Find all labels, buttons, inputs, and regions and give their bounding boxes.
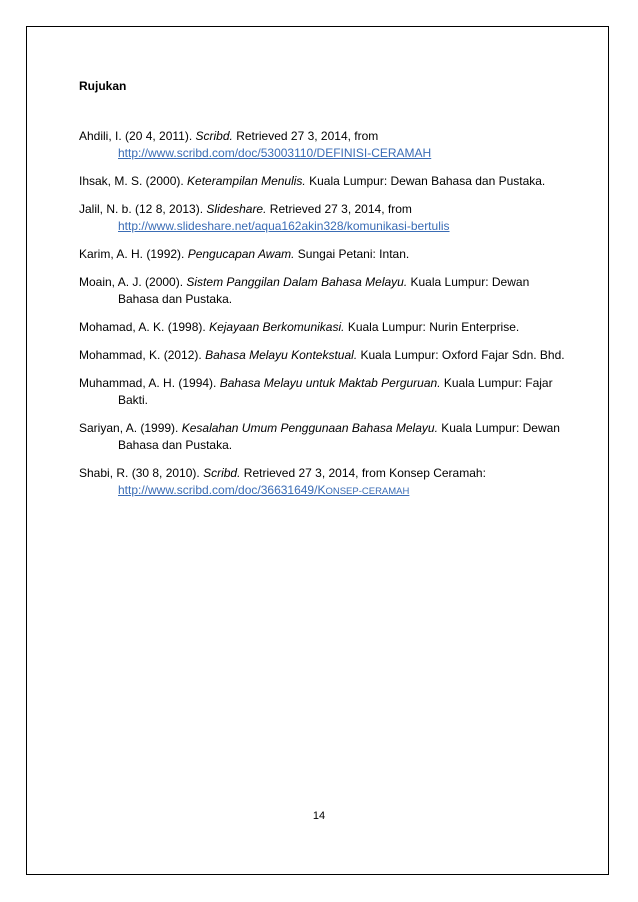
reference-author: Sariyan, A. (1999). [79,421,182,435]
reference-entry [79,274,569,308]
reference-title: Bahasa Melayu Kontekstual. [205,348,358,362]
reference-title: Bahasa Melayu untuk Maktab Perguruan. [219,376,441,390]
reference-author: Muhammad, A. H. (1994). [79,376,220,390]
reference-author: Moain, A. J. (2000). [79,275,187,289]
reference-link-smallcaps: ONSEP-CERAMAH [325,486,410,497]
reference-details: Retrieved 27 3, 2014, from [266,202,412,216]
reference-author: Karim, A. H. (1992). [79,247,188,261]
reference-author: Ihsak, M. S. (2000). [79,174,188,188]
reference-details: Kuala Lumpur: Nurin Enterprise. [344,320,520,334]
reference-title: Kejayaan Berkomunikasi. [209,320,345,334]
reference-entry [79,375,569,409]
reference-details: Kuala Lumpur: Oxford Fajar Sdn. Bhd. [357,348,565,362]
reference-details: Kuala Lumpur: Dewan Bahasa dan Pustaka. [118,275,530,306]
reference-author: Shabi, R. (30 8, 2010). [79,466,204,480]
reference-entry [79,128,569,162]
reference-details: Retrieved 27 3, 2014, from Konsep Ceramah: [240,466,486,480]
reference-title: Slideshare. [206,202,267,216]
reference-entry [79,201,569,235]
reference-list [79,128,569,511]
reference-title: Keterampilan Menulis. [187,174,306,188]
reference-details: Kuala Lumpur: Dewan Bahasa dan Pustaka. [305,174,546,188]
reference-title: Scribd. [203,466,241,480]
reference-author: Jalil, N. b. (12 8, 2013). [79,202,207,216]
reference-author: Ahdili, I. (20 4, 2011). [79,129,196,143]
reference-details: Retrieved 27 3, 2014, from [232,129,379,143]
reference-details: Sungai Petani: Intan. [294,247,410,261]
reference-link-url: http://www.scribd.com/doc/36631649/K [118,483,326,497]
reference-entry [79,420,569,454]
reference-details: Kuala Lumpur: Fajar Bakti. [118,376,553,407]
reference-details: Kuala Lumpur: Dewan Bahasa dan Pustaka. [118,421,560,452]
reference-entry [79,173,569,190]
reference-title: Pengucapan Awam. [187,247,295,261]
reference-title: Scribd. [195,129,233,143]
reference-entry [79,319,569,336]
reference-link[interactable] [118,483,409,497]
reference-link[interactable]: http://www.slideshare.net/aqua162akin328/komunikasi-bertulis [118,219,450,233]
reference-entry [79,246,569,263]
reference-link[interactable]: http://www.scribd.com/doc/53003110/DEFINISI-CERAMAH [118,146,432,160]
reference-author: Mohammad, K. (2012). [79,348,206,362]
reference-entry [79,347,569,364]
reference-author: Mohamad, A. K. (1998). [79,320,210,334]
reference-entry [79,465,569,500]
reference-title: Sistem Panggilan Dalam Bahasa Melayu. [186,275,408,289]
page-number: 14 [312,810,326,822]
reference-title: Kesalahan Umum Penggunaan Bahasa Melayu. [181,421,438,435]
page-heading: Rujukan [79,79,127,93]
